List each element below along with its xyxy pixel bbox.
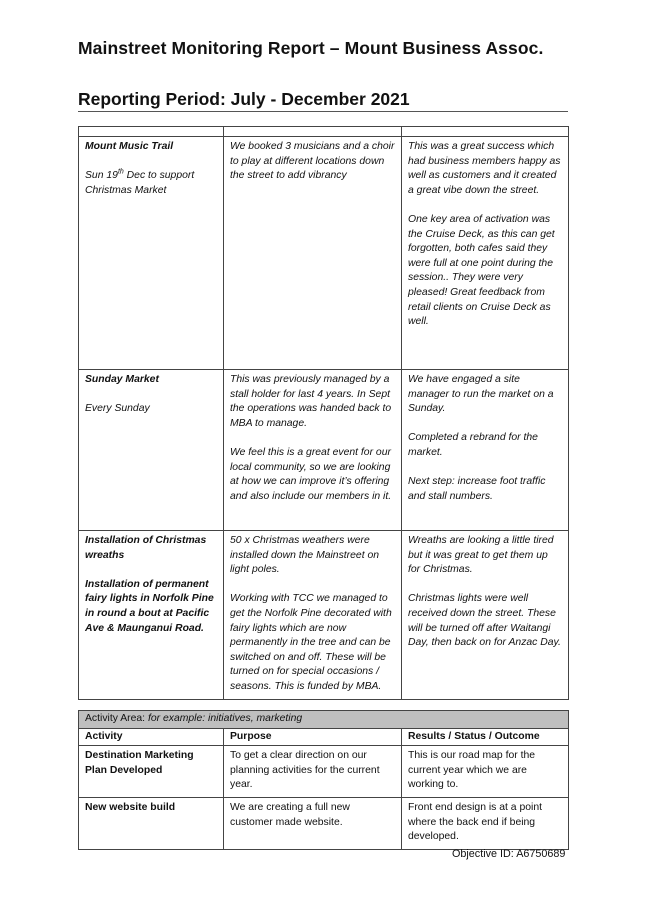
column-header-row [79,728,569,746]
results-text: Completed a rebrand for the market. [408,432,538,458]
heading-divider [78,111,568,112]
table-row [79,531,569,700]
purpose-cell [224,137,402,370]
purpose-cell: To get a clear direction on our planning activities for the current year. [224,746,402,798]
purpose-cell [224,370,402,531]
results-text: We have engaged a site manager to run the market on a Sunday. [408,374,554,415]
activity-cell [79,531,224,700]
activity-area-table [78,710,569,850]
results-text: Next step: increase foot traffic and stall numbers. [408,476,546,502]
results-cell: This is our road map for the current year which we are working to. [402,746,569,798]
results-cell [402,370,569,531]
activity-area-heading: Activity Area: for example: initiatives, marketing [79,711,569,729]
objective-id: Objective ID: A6750689 [452,848,566,860]
purpose-text: We feel this is a great event for our local community, so we are looking at how we can improve it’s offering and also include our members in it. [230,446,392,502]
results-cell [402,137,569,370]
purpose-text: This was previously managed by a stall holder for last 4 years. In Sept the operations was handed back to MBA to manage. [230,374,392,429]
activity-name: Sunday Market [85,374,159,385]
activity-cell: Destination Marketing Plan Developed [79,746,224,798]
table-row [79,137,569,370]
results-text: Christmas lights were well received down the street. These will be turned off after Waitangi Day, then back on for Anzac Day. [408,593,561,649]
table-row [79,746,569,798]
activity-name: Installation of permanent fairy lights in Norfolk Pine in round a bout at Pacific Ave & Maunganui Road. [85,578,214,634]
results-text: One key area of activation was the Cruise Deck, as this can get forgotten, both cafes said they were full at one point during the session.. They were very pleased! Great feedback from retail clients on Cruise Deck as well. [408,213,555,328]
purpose-text: We booked 3 musicians and a choir to play at different locations down the street to add vibrancy [230,141,395,182]
results-text: This was a great success which had business members happy as well as customers and it created a great vibe down the street. [408,141,561,196]
column-header-purpose: Purpose [224,728,402,746]
purpose-text: Working with TCC we managed to get the Norfolk Pine decorated with fairy lights which are now permanently in the tree and can be switched on and off. These will be turned on for special occasions / seasons. This is funded by MBA. [230,593,392,692]
activity-name: Mount Music Trail [85,141,174,152]
purpose-cell: We are creating a full new customer made website. [224,797,402,849]
activity-note: Sun 19th Dec to support Christmas Market [85,168,195,196]
activity-cell [79,137,224,370]
purpose-cell [224,531,402,700]
results-cell [402,531,569,700]
results-text: Wreaths are looking a little tired but it was great to get them up for Christmas. [408,535,554,576]
column-header-results: Results / Status / Outcome [402,728,569,746]
table-blank-row [79,127,569,137]
activity-name: Installation of Christmas wreaths [85,535,207,561]
document-title: Mainstreet Monitoring Report – Mount Business Assoc. [78,38,544,58]
purpose-text: 50 x Christmas weathers were installed down the Mainstreet on light poles. [230,535,380,576]
table-row [79,370,569,531]
reporting-period: Reporting Period: July - December 2021 [78,89,410,109]
activity-note: Every Sunday [85,403,150,415]
column-header-activity: Activity [79,728,224,746]
table-row [79,797,569,849]
activity-cell: New website build [79,797,224,849]
activity-cell [79,370,224,531]
activities-table [78,126,569,700]
activity-area-header-row [79,711,569,729]
results-cell: Front end design is at a point where the back end if being developed. [402,797,569,849]
